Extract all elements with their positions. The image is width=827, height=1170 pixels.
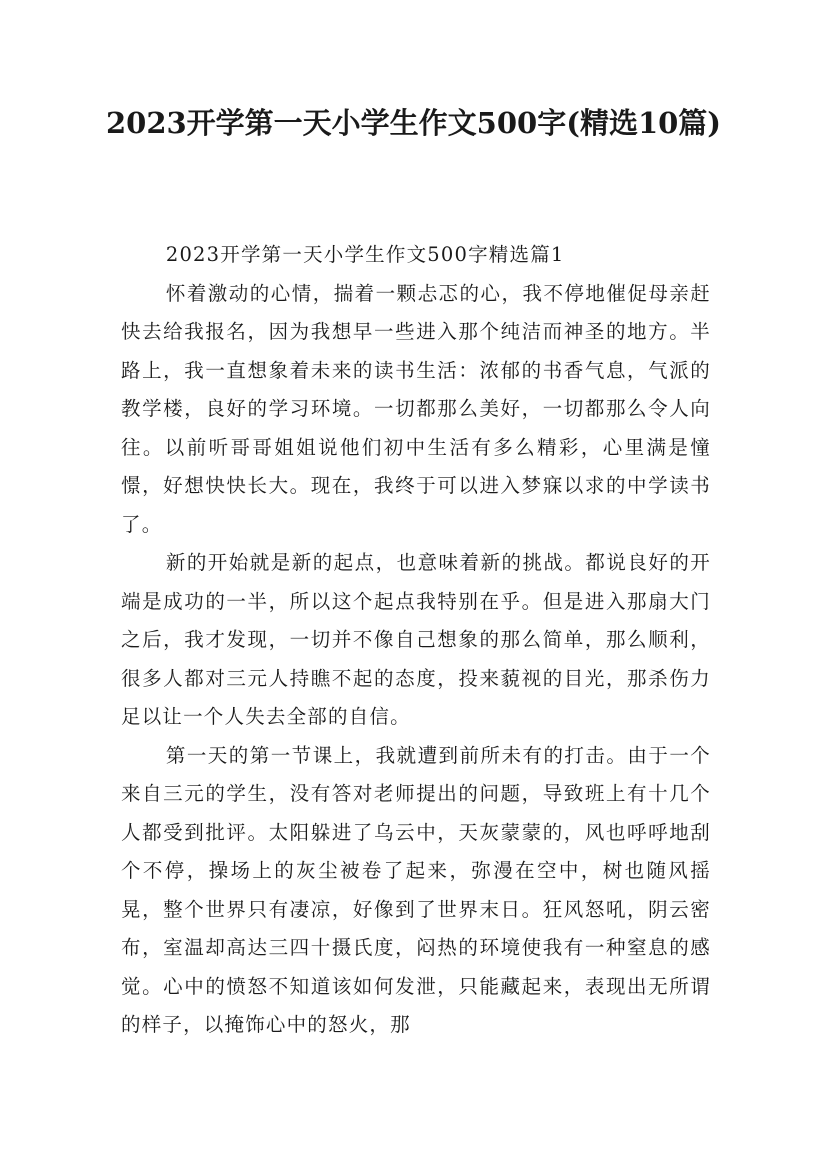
paragraph-2: 新的开始就是新的起点，也意味着新的挑战。都说良好的开端是成功的一半，所以这个起点我特别在乎。但是进入那扇大门之后，我才发现，一切并不像自己想象的那么简单，那么顺利，很多人都对三元人持瞧不起的态度，投来藐视的目光，那杀伤力足以让一个人失去全部的自信。 [121, 551, 711, 728]
paragraph-3: 第一天的第一节课上，我就遭到前所未有的打击。由于一个来自三元的学生，没有答对老师提出的问题，导致班上有十几个人都受到批评。太阳躲进了乌云中，天灰蒙蒙的，风也呼呼地刮个不停，操场上的灰尘被卷了起来，弥漫在空中，树也随风摇晃，整个世界只有凄凉，好像到了世界末日。狂风怒吼，阴云密布，室温却高达三四十摄氏度，闷热的环境使我有一种窒息的感觉。心中的愤怒不知道该如何发泄，只能藏起来，表现出无所谓的样子，以掩饰心中的怒火，那 [121, 743, 711, 1036]
paragraph-1: 怀着激动的心情，揣着一颗忐忑的心，我不停地催促母亲赶快去给我报名，因为我想早一些进入那个纯洁而神圣的地方。半路上，我一直想象着未来的读书生活：浓郁的书香气息，气派的教学楼，良好的学习环境。一切都那么美好，一切都那么令人向往。以前听哥哥姐姐说他们初中生活有多么精彩，心里满是憧憬，好想快快长大。现在，我终于可以进入梦寐以求的中学读书了。 [121, 281, 711, 536]
document-title: 2023开学第一天小学生作文500字(精选10篇) [105, 106, 722, 140]
essay-subtitle: 2023开学第一天小学生作文500字精选篇1 [165, 243, 565, 266]
document-body [121, 236, 711, 1045]
